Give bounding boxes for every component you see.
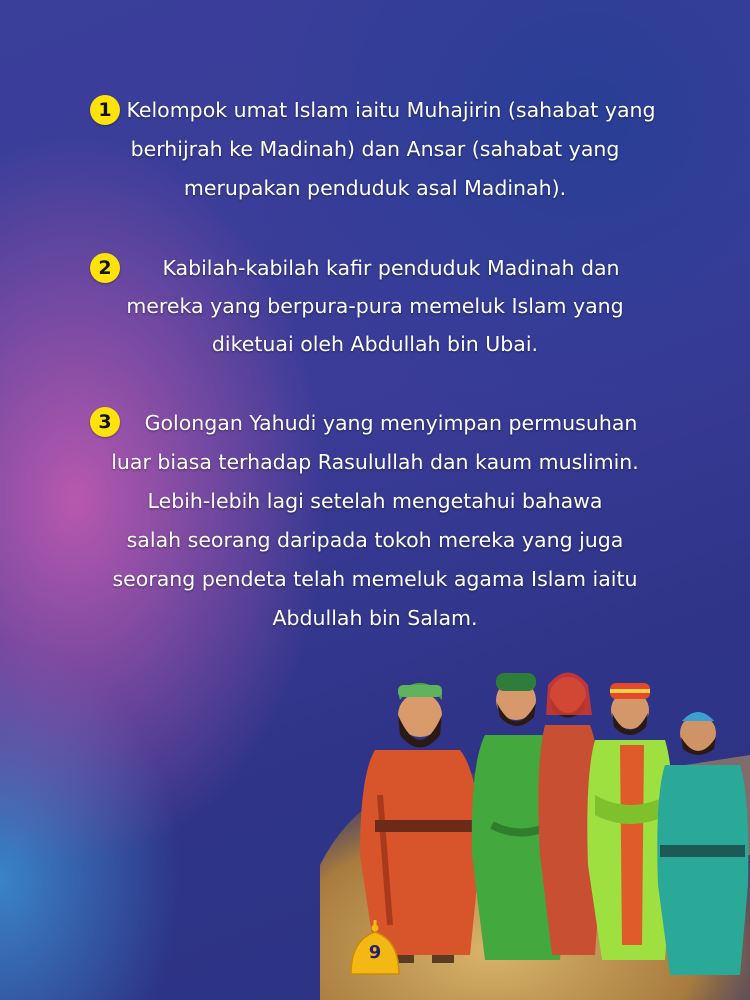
number-badge-2: 2: [90, 253, 120, 283]
item-3-line-6: Abdullah bin Salam.: [272, 606, 478, 630]
item-1-line-2: berhijrah ke Madinah) dan Ansar (sahabat yang: [130, 137, 620, 161]
list-item-1: [0, 92, 750, 202]
item-1-line-3: merupakan penduduk asal Madinah).: [183, 176, 567, 200]
item-3-line-4: salah seorang daripada tokoh mereka yang juga: [126, 528, 624, 552]
list-item-3: [0, 405, 750, 645]
item-2-line-2: mereka yang berpura-pura memeluk Islam yang: [126, 294, 624, 318]
number-badge-1: 1: [90, 95, 120, 125]
item-1-line-1: Kelompok umat Islam iaitu Muhajirin (sahabat yang: [126, 98, 656, 122]
page-number-label: 9: [368, 942, 382, 963]
item-2-line-1: Kabilah-kabilah kafir penduduk Madinah dan: [162, 256, 620, 280]
item-3-line-1: Golongan Yahudi yang menyimpan permusuhan: [144, 411, 638, 435]
list-item-2: [0, 250, 750, 360]
page-number: [345, 918, 405, 978]
number-badge-3: 3: [90, 407, 120, 437]
item-3-line-2: luar biasa terhadap Rasulullah dan kaum muslimin.: [111, 450, 639, 474]
item-2-line-3: diketuai oleh Abdullah bin Ubai.: [211, 332, 539, 356]
item-3-line-3: Lebih-lebih lagi setelah mengetahui bahawa: [147, 489, 603, 513]
item-3-line-5: seorang pendeta telah memeluk agama Islam iaitu: [112, 567, 638, 591]
